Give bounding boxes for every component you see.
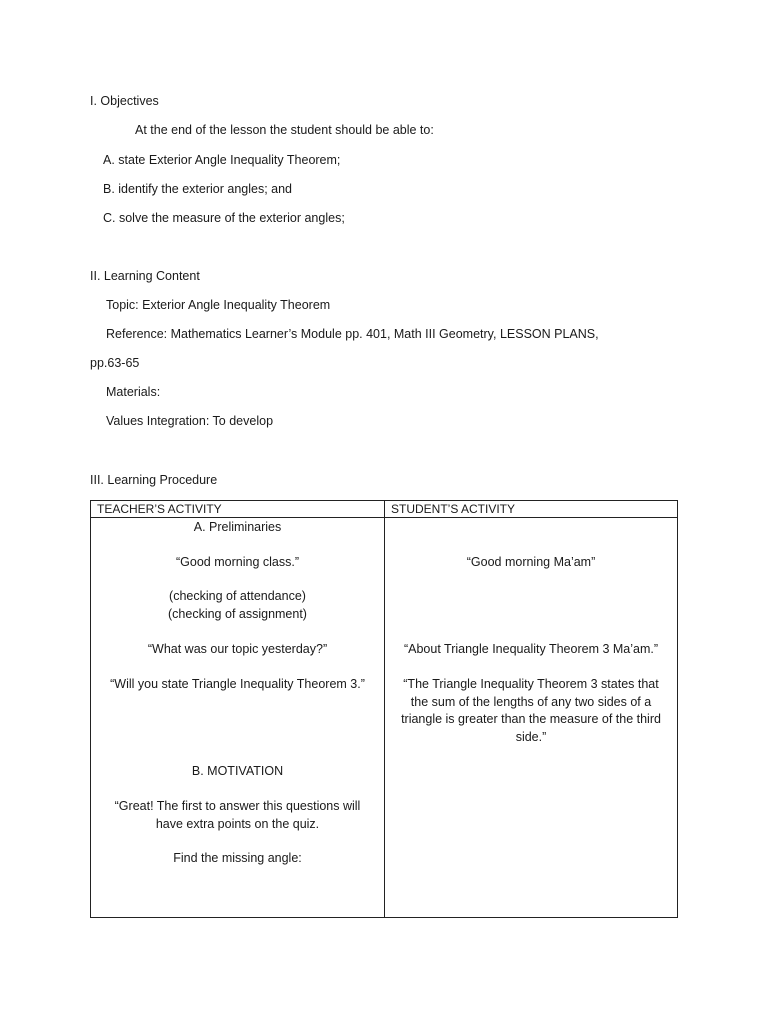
objective-item-c: C. solve the measure of the exterior angles; <box>103 211 345 225</box>
student-theorem-line-1: “The Triangle Inequality Theorem 3 states that <box>403 677 659 691</box>
student-topic-answer: “About Triangle Inequality Theorem 3 Ma’am.” <box>403 642 659 656</box>
student-theorem-line-2: the sum of the lengths of any two sides of a <box>410 695 652 709</box>
teacher-motivation: B. MOTIVATION <box>191 764 284 778</box>
teacher-assignment: (checking of assignment) <box>168 607 307 621</box>
content-reference: Reference: Mathematics Learner’s Module pp. 401, Math III Geometry, LESSON PLANS, <box>106 327 599 341</box>
teacher-activity-header: TEACHER’S ACTIVITY <box>97 502 222 516</box>
header-divider <box>91 517 677 518</box>
objective-item-a: A. state Exterior Angle Inequality Theorem; <box>103 153 341 167</box>
content-reference-pages: pp.63-65 <box>90 356 140 370</box>
content-topic: Topic: Exterior Angle Inequality Theorem <box>106 298 331 312</box>
teacher-find-angle: Find the missing angle: <box>173 851 302 865</box>
activity-table <box>90 500 678 918</box>
student-activity-header: STUDENT’S ACTIVITY <box>391 502 516 516</box>
student-theorem-line-3: triangle is greater than the measure of the third <box>401 712 661 726</box>
teacher-great-line-1: “Great! The first to answer this questions will <box>114 799 361 813</box>
content-values-integration: Values Integration: To develop <box>106 414 274 428</box>
teacher-topic-question: “What was our topic yesterday?” <box>147 642 328 656</box>
teacher-attendance: (checking of attendance) <box>169 589 306 603</box>
teacher-preliminaries: A. Preliminaries <box>193 520 282 534</box>
teacher-greeting: “Good morning class.” <box>176 555 299 569</box>
student-greeting: “Good morning Ma’am” <box>466 555 596 569</box>
teacher-great-line-2: have extra points on the quiz. <box>155 817 320 831</box>
objective-item-b: B. identify the exterior angles; and <box>103 182 293 196</box>
objectives-intro: At the end of the lesson the student should be able to: <box>135 123 434 137</box>
student-theorem-line-4: side.” <box>515 730 547 744</box>
teacher-state-theorem: “Will you state Triangle Inequality Theorem 3.” <box>110 677 365 691</box>
procedure-heading: III. Learning Procedure <box>90 473 218 487</box>
content-heading: II. Learning Content <box>90 269 200 283</box>
content-materials: Materials: <box>106 385 161 399</box>
objectives-heading: I. Objectives <box>90 94 159 108</box>
